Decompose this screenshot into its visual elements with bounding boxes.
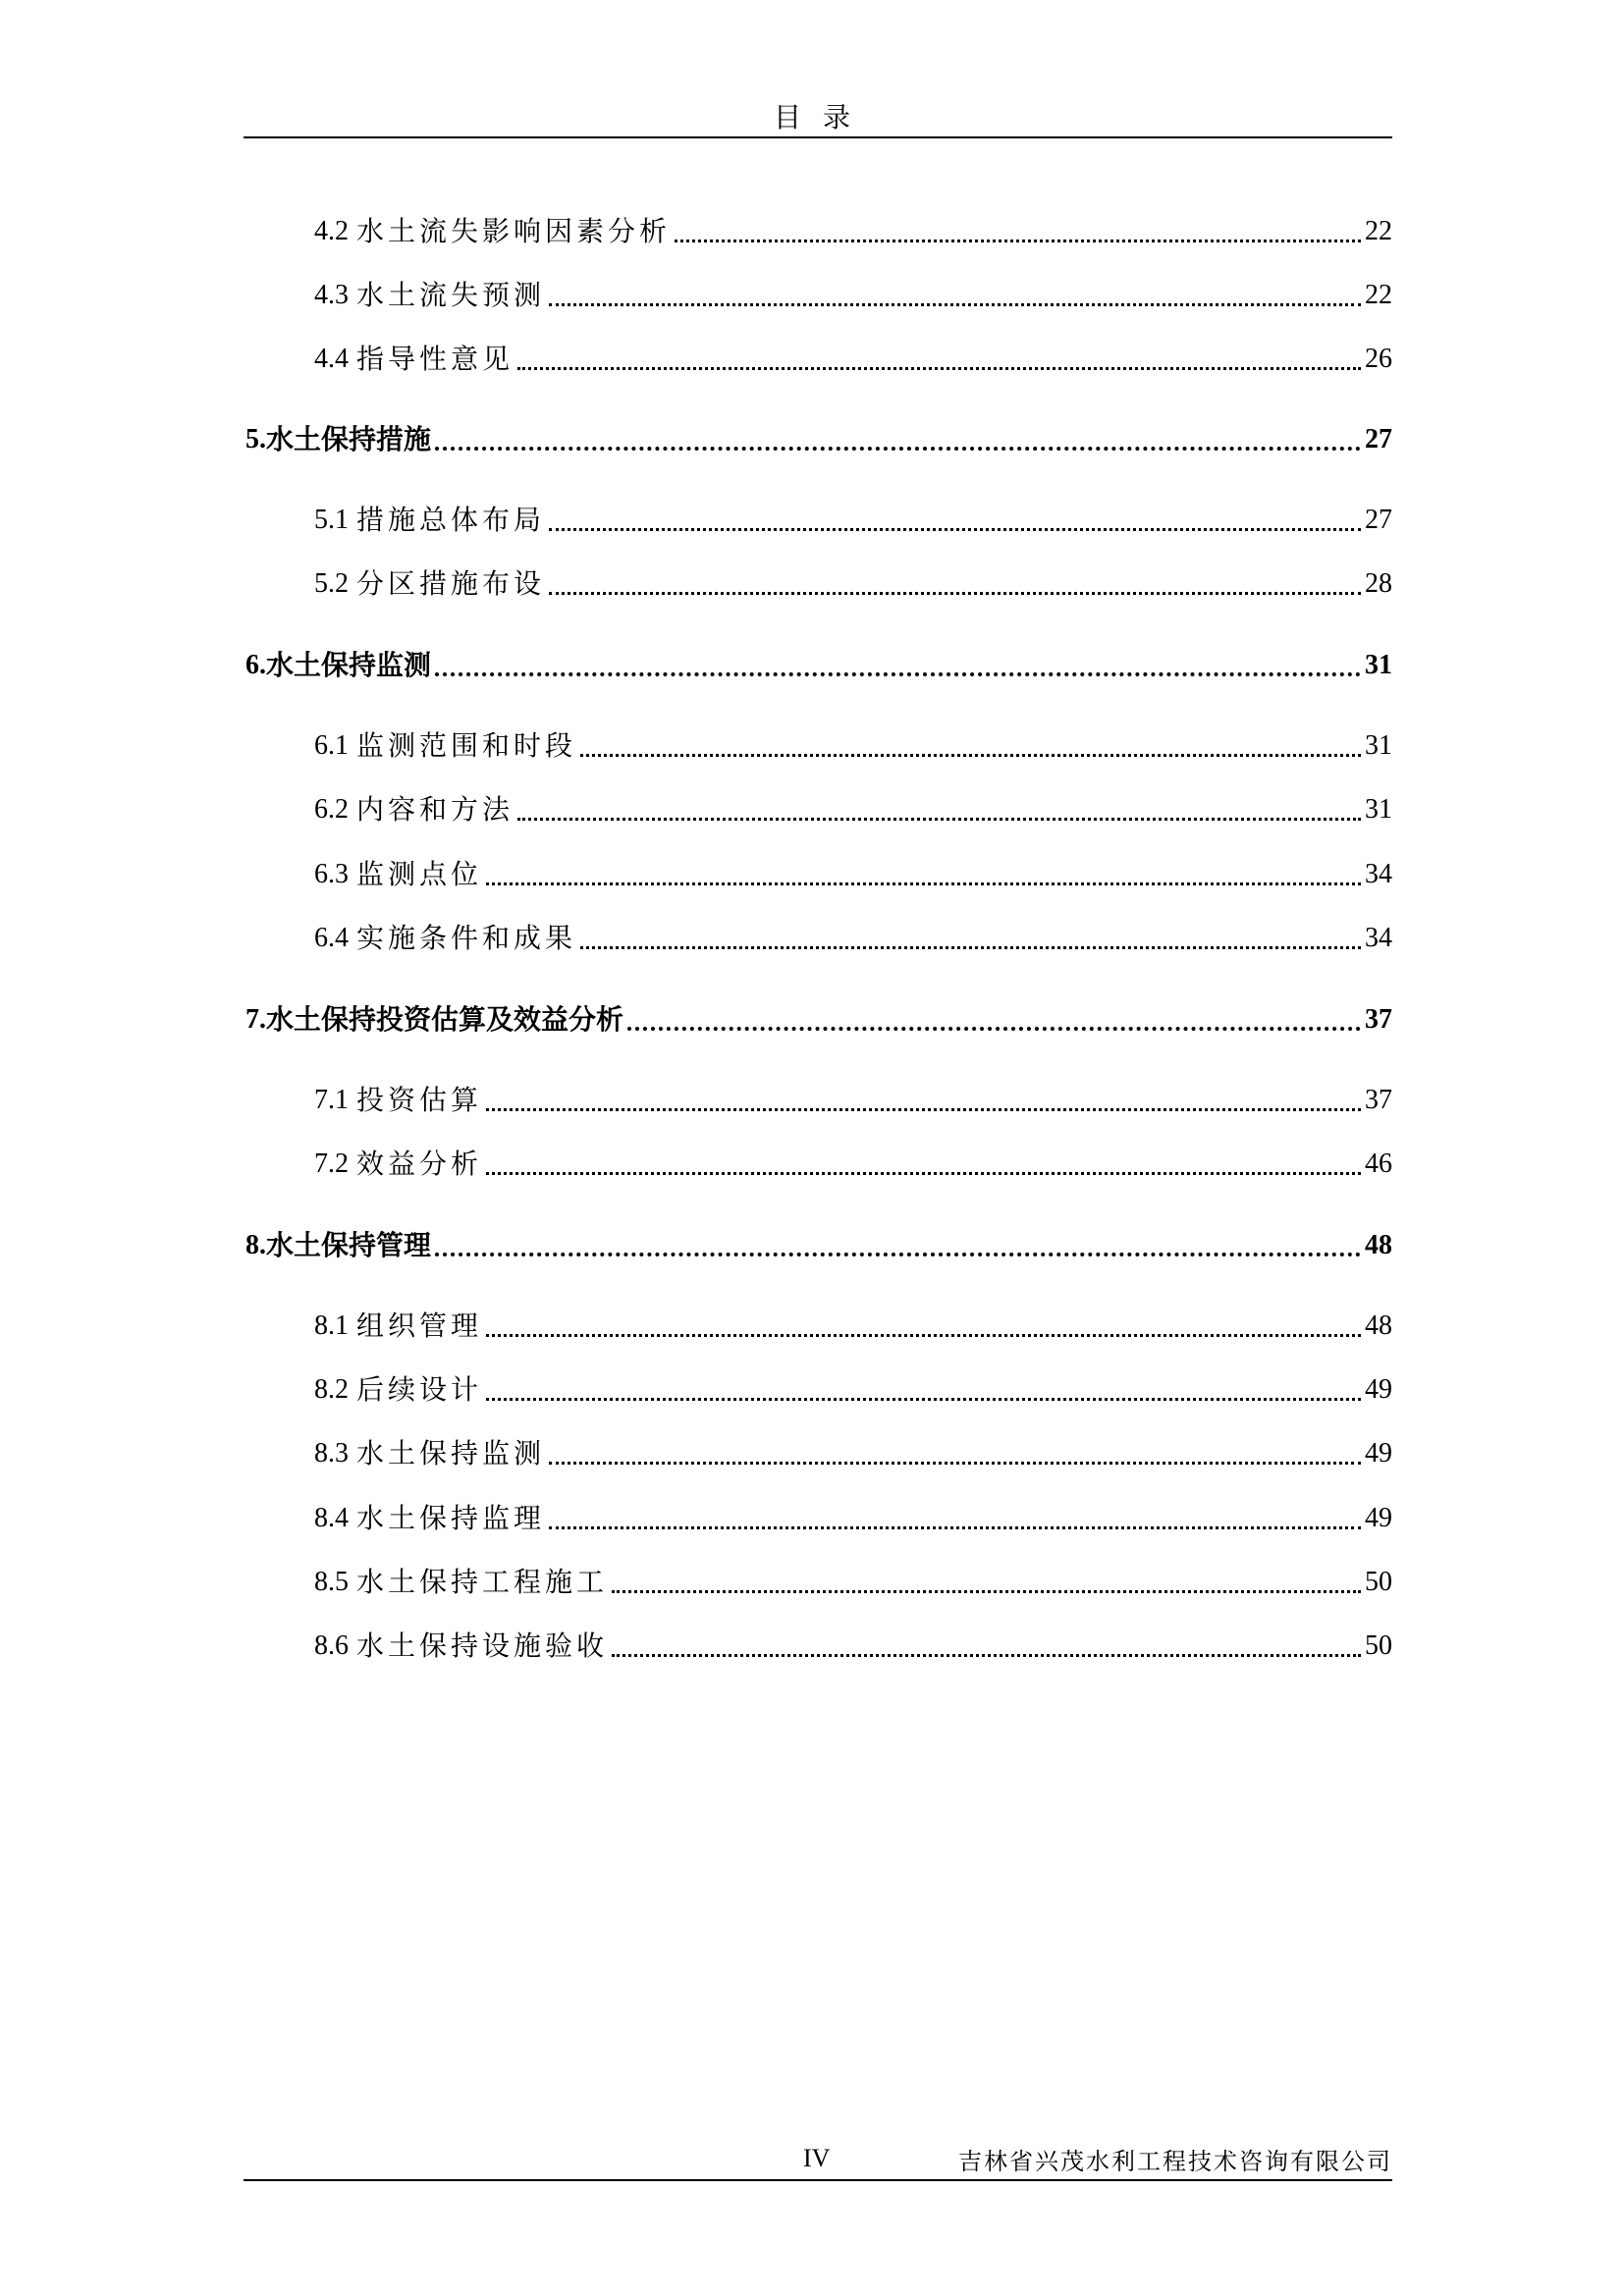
toc-entry-title: 水土保持监理 [356, 1502, 546, 1534]
toc-entry-page: 31 [1365, 650, 1392, 680]
dot-leader [486, 1172, 1361, 1175]
toc-entry-page: 31 [1365, 730, 1392, 761]
toc-entry-page: 46 [1365, 1148, 1392, 1179]
footer-rule [244, 2179, 1392, 2181]
toc-entry-page: 50 [1365, 1630, 1392, 1661]
footer-page-number: IV [803, 2144, 831, 2172]
page-header-title: 目录 [773, 101, 872, 133]
toc-entry-page: 50 [1365, 1567, 1392, 1597]
dot-leader [549, 592, 1361, 595]
toc-entry-page: 27 [1365, 505, 1392, 535]
toc-entry-title: 实施条件和成果 [356, 922, 577, 954]
toc-entry-page: 49 [1365, 1374, 1392, 1405]
toc-entry-page: 48 [1365, 1310, 1392, 1341]
toc-entry-title: 水土流失预测 [356, 279, 546, 311]
footer-company-name: 吉林省兴茂水利工程技术咨询有限公司 [958, 2148, 1392, 2175]
toc-entry-6-2[interactable] [244, 790, 1392, 829]
toc-entry-number: 6. [245, 650, 266, 680]
toc-entry-4-3[interactable] [244, 276, 1392, 315]
toc-entry-page: 22 [1365, 216, 1392, 246]
toc-entry-5-1[interactable] [244, 501, 1392, 540]
toc-entry-page: 37 [1365, 1085, 1392, 1115]
toc-entry-number: 5.2 [314, 568, 349, 599]
toc-entry-page: 48 [1365, 1230, 1392, 1260]
dot-leader [486, 1334, 1361, 1337]
toc-entry-6-3[interactable] [244, 855, 1392, 894]
toc-entry-number: 4.2 [314, 216, 349, 246]
toc-entry-8-2[interactable] [244, 1370, 1392, 1410]
dot-leader [517, 818, 1361, 821]
toc-entry-number: 6.3 [314, 859, 349, 889]
toc-entry-number: 6.1 [314, 730, 349, 761]
dot-leader [627, 1027, 1361, 1031]
toc-entry-page: 37 [1365, 1004, 1392, 1035]
toc-entry-number: 5.1 [314, 505, 349, 535]
toc-entry-8-6[interactable] [244, 1627, 1392, 1666]
toc-entry-title: 水土流失影响因素分析 [356, 215, 672, 247]
toc-entry-4-4[interactable] [244, 340, 1392, 379]
toc-entry-title: 投资估算 [356, 1084, 483, 1116]
toc-entry-title: 水土保持投资估算及效益分析 [266, 1003, 624, 1036]
toc-entry-number: 8.2 [314, 1374, 349, 1405]
toc-entry-title: 水土保持措施 [266, 423, 432, 455]
toc-entry-number: 8.3 [314, 1438, 349, 1468]
toc-entry-title: 监测范围和时段 [356, 729, 577, 762]
header-rule [244, 136, 1392, 138]
toc-entry-title: 后续设计 [356, 1373, 483, 1406]
toc-chapter-6[interactable] [244, 646, 1392, 685]
toc-entry-number: 8. [245, 1230, 266, 1260]
toc-entry-6-4[interactable] [244, 919, 1392, 958]
toc-chapter-5[interactable] [244, 420, 1392, 459]
dot-leader [435, 447, 1361, 451]
toc-entry-6-1[interactable] [244, 726, 1392, 766]
dot-leader [580, 754, 1361, 757]
toc-entry-number: 4.3 [314, 280, 349, 310]
dot-leader [612, 1654, 1361, 1657]
toc-entry-number: 7.2 [314, 1148, 349, 1179]
toc-entry-page: 28 [1365, 568, 1392, 599]
toc-entry-title: 水土保持设施验收 [356, 1629, 609, 1662]
toc-entry-title: 水土保持管理 [266, 1229, 432, 1261]
toc-entry-page: 49 [1365, 1503, 1392, 1533]
toc-chapter-8[interactable] [244, 1226, 1392, 1265]
toc-entry-title: 分区措施布设 [356, 567, 546, 600]
toc-entry-number: 8.6 [314, 1630, 349, 1661]
dot-leader [517, 367, 1361, 370]
toc-entry-title: 水土保持工程施工 [356, 1566, 609, 1598]
toc-entry-title: 监测点位 [356, 858, 483, 890]
toc-entry-number: 5. [245, 424, 266, 454]
dot-leader [549, 303, 1361, 306]
toc-entry-title: 内容和方法 [356, 793, 514, 826]
dot-leader [580, 946, 1361, 949]
dot-leader [435, 1253, 1361, 1256]
toc-entry-8-1[interactable] [244, 1307, 1392, 1346]
toc-entry-title: 水土保持监测 [266, 649, 432, 681]
toc-entry-number: 7. [245, 1004, 266, 1035]
toc-entry-number: 6.2 [314, 794, 349, 825]
toc-entry-title: 指导性意见 [356, 343, 514, 375]
toc-entry-8-4[interactable] [244, 1499, 1392, 1538]
dot-leader [549, 1526, 1361, 1529]
dot-leader [549, 528, 1361, 531]
dot-leader [435, 672, 1361, 676]
toc-entry-number: 4.4 [314, 344, 349, 374]
toc-entry-number: 7.1 [314, 1085, 349, 1115]
toc-entry-page: 22 [1365, 280, 1392, 310]
toc-entry-4-2[interactable] [244, 212, 1392, 251]
toc-entry-number: 8.1 [314, 1310, 349, 1341]
dot-leader [612, 1590, 1361, 1593]
dot-leader [486, 1398, 1361, 1401]
toc-entry-8-3[interactable] [244, 1434, 1392, 1473]
toc-entry-number: 8.4 [314, 1503, 349, 1533]
toc-entry-7-1[interactable] [244, 1081, 1392, 1120]
toc-entry-8-5[interactable] [244, 1563, 1392, 1602]
toc-entry-5-2[interactable] [244, 564, 1392, 604]
toc-entry-page: 34 [1365, 923, 1392, 953]
toc-chapter-7[interactable] [244, 1000, 1392, 1040]
toc-entry-page: 26 [1365, 344, 1392, 374]
toc-entry-page: 27 [1365, 424, 1392, 454]
toc-entry-number: 8.5 [314, 1567, 349, 1597]
toc-entry-title: 措施总体布局 [356, 504, 546, 536]
dot-leader [675, 240, 1361, 242]
dot-leader [486, 1108, 1361, 1111]
toc-entry-number: 6.4 [314, 923, 349, 953]
toc-entry-title: 水土保持监测 [356, 1437, 546, 1469]
toc-entry-page: 31 [1365, 794, 1392, 825]
toc-entry-page: 34 [1365, 859, 1392, 889]
toc-entry-page: 49 [1365, 1438, 1392, 1468]
dot-leader [549, 1462, 1361, 1465]
toc-entry-7-2[interactable] [244, 1145, 1392, 1184]
dot-leader [486, 882, 1361, 885]
toc-entry-title: 效益分析 [356, 1148, 483, 1180]
toc-entry-title: 组织管理 [356, 1309, 483, 1342]
